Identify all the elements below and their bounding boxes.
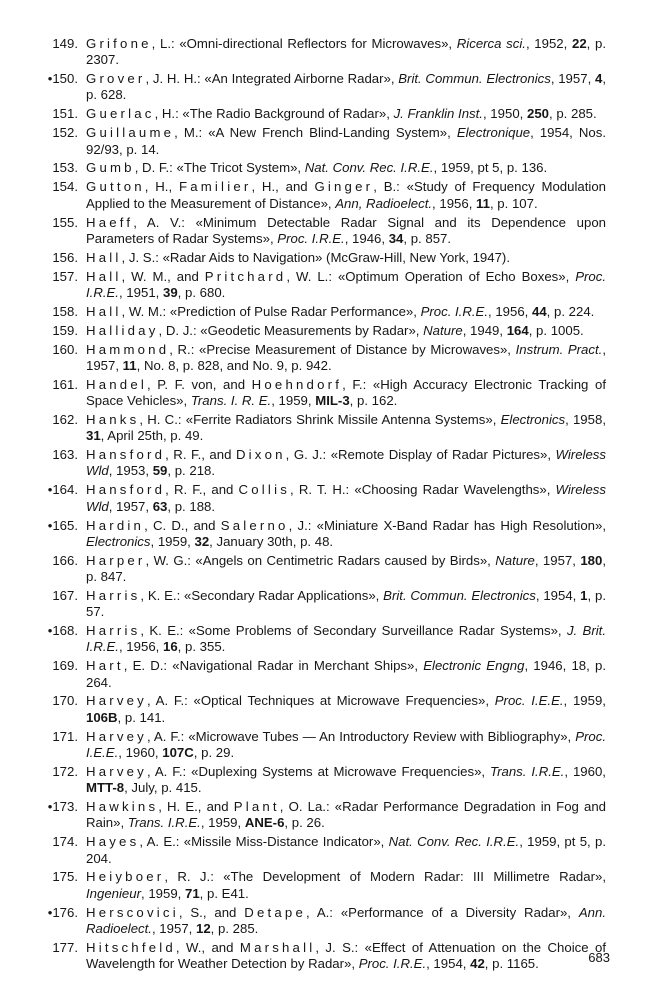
reference-number: •176. xyxy=(47,904,78,920)
volume-number: ANE-6 xyxy=(244,815,285,831)
reference-text xyxy=(86,179,606,212)
citation-text: , 1956, xyxy=(488,303,532,319)
reference-entry xyxy=(36,940,606,973)
citation-text: , 1951, xyxy=(118,284,163,300)
author-name: Hall xyxy=(86,249,122,265)
reference-entry xyxy=(36,304,606,320)
author-name: Detape xyxy=(244,904,306,920)
reference-entry xyxy=(36,412,606,445)
citation-text: , p. 680. xyxy=(177,284,226,300)
citation-text: , J. S.: «Radar Aids to Navigation» (McGraw-Hill, New York, 1947). xyxy=(121,249,510,265)
author-name: Hart xyxy=(86,658,124,674)
reference-text xyxy=(86,215,606,248)
journal-title: Proc. I.R.E. xyxy=(277,230,345,246)
volume-number: 31 xyxy=(86,428,101,444)
reference-text xyxy=(86,553,606,586)
author-name: Halliday xyxy=(86,322,159,338)
reference-text xyxy=(86,799,606,832)
author-name: Familier xyxy=(178,179,252,195)
citation-text: , July, p. 415. xyxy=(124,780,202,796)
citation-text: , p. 29. xyxy=(193,744,235,760)
citation-text: , H. C.: «Ferrite Radiators Shrink Missile Antenna Systems», xyxy=(139,411,501,427)
reference-text xyxy=(86,764,606,797)
reference-text xyxy=(86,693,606,726)
reference-text xyxy=(86,125,606,158)
reference-entry xyxy=(36,323,606,339)
journal-title: Trans. I.R.E. xyxy=(490,763,565,779)
citation-text: , No. 8, p. 828, and No. 9, p. 942. xyxy=(136,357,332,373)
reference-number: 166. xyxy=(52,552,78,568)
author-name: Hall xyxy=(86,268,122,284)
author-name: Pritchard xyxy=(204,268,287,284)
citation-text: , W., and xyxy=(175,939,240,955)
reference-entry xyxy=(36,799,606,832)
volume-number: 22 xyxy=(571,36,587,51)
author-name: Guerlac xyxy=(86,106,155,122)
citation-text: , p. 107. xyxy=(489,195,538,211)
volume-number: 107C xyxy=(162,744,194,760)
citation-text: , W. L.: «Optimum Operation of Echo Boxes», xyxy=(286,268,576,284)
author-name: Harris xyxy=(86,587,141,603)
reference-entry xyxy=(36,729,606,762)
journal-title: Nat. Conv. Rec. I.R.E. xyxy=(388,834,520,850)
citation-text: , p. 2307. xyxy=(86,36,606,68)
citation-text: , 1960, xyxy=(564,763,606,779)
reference-text xyxy=(86,342,606,375)
reference-number: •164. xyxy=(47,482,78,498)
citation-text: , p. 285. xyxy=(210,920,259,936)
reference-number: 175. xyxy=(52,869,78,885)
author-name: Hammond xyxy=(86,341,170,357)
citation-text: , R. F., and xyxy=(165,482,239,498)
journal-title: Electronics xyxy=(86,533,151,549)
reference-number: 152. xyxy=(52,125,78,141)
reference-entry xyxy=(36,518,606,551)
citation-text: , H., xyxy=(144,179,179,195)
journal-title: Proc. I.R.E. xyxy=(86,268,606,300)
citation-text: , D. F.: «The Tricot System», xyxy=(134,160,305,176)
reference-entry xyxy=(36,342,606,375)
author-name: Hardin xyxy=(86,517,145,533)
citation-text: , 1956, xyxy=(118,639,163,655)
journal-title: Nat. Conv. Rec. I.R.E. xyxy=(304,160,434,176)
reference-text xyxy=(86,518,606,551)
reference-text xyxy=(86,71,606,104)
citation-text: , 1954, Nos. 92/93, p. 14. xyxy=(86,125,606,157)
citation-text: , p. 285. xyxy=(549,106,597,122)
reference-number: 154. xyxy=(52,179,78,195)
citation-text: , 1954, xyxy=(535,587,581,603)
citation-text: , L.: «Omni-directional Reflectors for Microwaves», xyxy=(151,36,457,51)
author-name: Hall xyxy=(86,303,122,319)
journal-title: J. Franklin Inst. xyxy=(393,106,483,122)
reference-entry xyxy=(36,869,606,902)
reference-text xyxy=(86,250,606,266)
volume-number: 164 xyxy=(506,322,529,338)
reference-number: 151. xyxy=(52,106,78,122)
citation-text: , p. 224. xyxy=(546,303,595,319)
journal-title: Nature xyxy=(423,322,463,338)
citation-text: , H. E., and xyxy=(158,799,234,815)
citation-text: , 1957, xyxy=(151,920,196,936)
reference-text xyxy=(86,160,606,176)
volume-number: 106B xyxy=(86,709,118,725)
reference-number: 162. xyxy=(52,411,78,427)
journal-title: Trans. I. R. E. xyxy=(190,393,272,409)
journal-title: Brit. Commun. Electronics xyxy=(398,71,551,87)
citation-text: , S., and xyxy=(178,904,245,920)
author-name: Hitschfeld xyxy=(86,939,176,955)
reference-entry xyxy=(36,160,606,176)
journal-title: Proc. I.E.E. xyxy=(494,693,564,709)
volume-number: 16 xyxy=(162,639,178,655)
reference-number: •168. xyxy=(47,623,78,639)
citation-text: , A. F.: «Optical Techniques at Microwave Frequencies», xyxy=(146,693,495,709)
reference-entry xyxy=(36,658,606,691)
reference-entry xyxy=(36,834,606,867)
volume-number: 250 xyxy=(526,106,549,122)
reference-number: 155. xyxy=(52,214,78,230)
citation-text: , J. H. H.: «An Integrated Airborne Radar», xyxy=(145,71,399,87)
reference-number: 169. xyxy=(52,658,78,674)
citation-text: , p. 847. xyxy=(86,552,606,584)
author-name: Harper xyxy=(86,552,146,568)
citation-text: , 1959, xyxy=(150,533,195,549)
citation-text: , p. 162. xyxy=(349,393,398,409)
citation-text: , W. M.: «Prediction of Pulse Radar Performance», xyxy=(121,303,421,319)
author-name: Heiyboer xyxy=(86,869,165,885)
reference-text xyxy=(86,940,606,973)
reference-text xyxy=(86,729,606,762)
citation-text: , 1959, xyxy=(200,815,245,831)
citation-text: , p. 141. xyxy=(117,709,166,725)
reference-text xyxy=(86,377,606,410)
reference-text xyxy=(86,834,606,867)
reference-text xyxy=(86,269,606,302)
citation-text: , p. 355. xyxy=(177,639,226,655)
citation-text: , 1959, xyxy=(271,393,316,409)
reference-number: 170. xyxy=(52,693,78,709)
citation-text: , R. F., and xyxy=(165,447,236,463)
reference-number: 174. xyxy=(52,834,78,850)
journal-title: Electronic Engng xyxy=(423,658,525,674)
citation-text: , H., and xyxy=(251,179,315,195)
citation-text: , J. S.: «Effect of Attenuation on the Choice of Wavelength for Weather Detection by Radar», xyxy=(86,939,606,972)
reference-text xyxy=(86,304,606,320)
citation-text: , p. 1005. xyxy=(528,322,584,338)
reference-number: 149. xyxy=(52,36,78,51)
journal-title: Proc. I.R.E. xyxy=(420,303,488,319)
volume-number: 32 xyxy=(194,533,210,549)
journal-title: Proc. I.E.E. xyxy=(86,728,606,760)
citation-text: , B.: «Study of Frequency Modulation Applied to the Measurement of Distance», xyxy=(86,179,606,211)
reference-number: 159. xyxy=(52,322,78,338)
journal-title: Electronique xyxy=(456,125,531,141)
page-number: 683 xyxy=(588,950,610,965)
citation-text: , p. 1165. xyxy=(484,956,539,972)
citation-text: , p. 57. xyxy=(86,587,606,620)
reference-text xyxy=(86,658,606,691)
reference-entry xyxy=(36,71,606,104)
volume-number: 1 xyxy=(580,587,588,603)
reference-text xyxy=(86,905,606,938)
volume-number: 42 xyxy=(470,956,485,972)
reference-entry xyxy=(36,269,606,302)
citation-text: , 1959, pt 5, p. 204. xyxy=(86,834,606,866)
reference-entry xyxy=(36,693,606,726)
reference-entry xyxy=(36,179,606,212)
journal-title: J. Brit. I.R.E. xyxy=(86,623,606,655)
citation-text: , p. E41. xyxy=(199,885,249,901)
reference-entry xyxy=(36,447,606,480)
citation-text: , 1946, 18, p. 264. xyxy=(86,658,606,690)
citation-text: , M.: «A New French Blind-Landing System», xyxy=(174,125,457,141)
author-name: Collis xyxy=(238,482,290,498)
citation-text: , 1946, xyxy=(344,230,389,246)
author-name: Grifone xyxy=(86,36,152,51)
reference-entry xyxy=(36,215,606,248)
author-name: Hansford xyxy=(86,482,166,498)
reference-number: •165. xyxy=(47,517,78,533)
reference-number: 158. xyxy=(52,303,78,319)
citation-text: , W. G.: «Angels on Centimetric Radars caused by Birds», xyxy=(145,552,496,568)
citation-text: , p. 857. xyxy=(403,230,452,246)
journal-title: Trans. I.R.E. xyxy=(127,815,201,831)
reference-text xyxy=(86,412,606,445)
reference-entry xyxy=(36,623,606,656)
volume-number: 39 xyxy=(162,284,178,300)
citation-text: , A. V.: «Minimum Detectable Radar Signal and its Dependence upon Parameters of Radar Systems», xyxy=(86,214,606,246)
citation-text: , 1959, xyxy=(563,693,606,709)
citation-text: , R. J.: «The Development of Modern Radar: III Millimetre Radar», xyxy=(164,869,606,885)
reference-text xyxy=(86,36,606,69)
journal-title: Nature xyxy=(495,552,535,568)
author-name: Herscovici xyxy=(86,904,179,920)
citation-text: , p. 218. xyxy=(167,463,216,479)
reference-entry xyxy=(36,36,606,69)
volume-number: 34 xyxy=(388,230,404,246)
volume-number: 180 xyxy=(580,552,603,568)
author-name: Guillaume xyxy=(86,125,175,141)
reference-text xyxy=(86,482,606,515)
reference-number: 167. xyxy=(52,587,78,603)
author-name: Handel xyxy=(86,376,147,392)
citation-text: , 1960, xyxy=(118,744,163,760)
volume-number: 12 xyxy=(195,920,211,936)
citation-text: , 1949, xyxy=(462,322,507,338)
reference-number: 163. xyxy=(52,447,78,463)
citation-text: , p. 26. xyxy=(284,815,325,831)
citation-text: , H.: «The Radio Background of Radar», xyxy=(154,106,394,122)
author-name: Harvey xyxy=(86,728,147,744)
citation-text: , 1958, xyxy=(565,411,606,427)
reference-number: 172. xyxy=(52,763,78,779)
author-name: Ginger xyxy=(314,179,374,195)
citation-text: , April 25th, p. 49. xyxy=(100,428,204,444)
citation-text: , W. M., and xyxy=(121,268,205,284)
journal-title: Brit. Commun. Electronics xyxy=(383,587,536,603)
citation-text: , J.: «Miniature X-Band Radar has High Resolution», xyxy=(288,517,606,533)
citation-text: , R.: «Precise Measurement of Distance by Microwaves», xyxy=(169,341,516,357)
reference-number: 171. xyxy=(52,728,78,744)
citation-text: , 1957, xyxy=(86,341,606,373)
citation-text: , F.: «High Accuracy Electronic Tracking of Space Vehicles», xyxy=(86,376,607,409)
author-name: Hawkins xyxy=(86,799,159,815)
citation-text: , G. J.: «Remote Display of Radar Pictures», xyxy=(285,447,556,463)
citation-text: , P. F. von, and xyxy=(147,376,252,392)
citation-text: , 1959, xyxy=(141,885,185,901)
reference-entry xyxy=(36,250,606,266)
volume-number: 71 xyxy=(185,885,200,901)
reference-number: 177. xyxy=(52,939,78,955)
citation-text: , K. E.: «Secondary Radar Applications», xyxy=(140,587,384,603)
citation-text: , D. J.: «Geodetic Measurements by Radar», xyxy=(158,322,424,338)
citation-text: , p. 628. xyxy=(86,71,606,103)
citation-text: , p. 188. xyxy=(167,498,216,514)
reference-number: 160. xyxy=(52,341,78,357)
reference-list xyxy=(36,36,606,975)
author-name: Dixon xyxy=(235,447,286,463)
citation-text: , A. F.: «Duplexing Systems at Microwave Frequencies», xyxy=(146,763,491,779)
citation-text: , 1954, xyxy=(426,956,471,972)
citation-text: , 1957, xyxy=(550,71,595,87)
reference-entry xyxy=(36,482,606,515)
citation-text: , R. T. H.: «Choosing Radar Wavelengths», xyxy=(290,482,556,498)
reference-text xyxy=(86,623,606,656)
reference-number: 153. xyxy=(52,160,78,176)
author-name: Gumb xyxy=(86,160,135,176)
volume-number: 44 xyxy=(532,303,547,319)
citation-text: , C. D., and xyxy=(144,517,221,533)
citation-text: , E. D.: «Navigational Radar in Merchant Ships», xyxy=(123,658,424,674)
journal-title: Wireless Wld xyxy=(86,447,606,479)
citation-text: , A.: «Performance of a Diversity Radar», xyxy=(306,904,579,920)
reference-entry xyxy=(36,106,606,122)
reference-text xyxy=(86,447,606,480)
journal-title: Wireless Wld xyxy=(86,482,606,514)
citation-text: , 1950, xyxy=(482,106,527,122)
reference-entry xyxy=(36,125,606,158)
citation-text: , 1952, xyxy=(525,36,572,51)
author-name: Haeff xyxy=(86,214,134,230)
author-name: Plant xyxy=(233,799,280,815)
reference-entry xyxy=(36,764,606,797)
reference-text xyxy=(86,869,606,902)
reference-number: •173. xyxy=(47,799,78,815)
author-name: Marshall xyxy=(239,939,316,955)
citation-text: , K. E.: «Some Problems of Secondary Surveillance Radar Systems», xyxy=(140,623,567,639)
author-name: Gutton xyxy=(86,179,145,195)
author-name: Hoehndorf xyxy=(251,376,343,392)
journal-title: Ann, Radioelect. xyxy=(335,195,433,211)
journal-title: Ricerca sci. xyxy=(456,36,526,51)
author-name: Grover xyxy=(86,71,146,87)
citation-text: , January 30th, p. 48. xyxy=(209,533,334,549)
reference-entry xyxy=(36,905,606,938)
author-name: Hansford xyxy=(86,447,166,463)
reference-number: •150. xyxy=(47,71,78,87)
author-name: Hanks xyxy=(86,411,140,427)
author-name: Harvey xyxy=(86,763,147,779)
citation-text: , 1959, pt 5, p. 136. xyxy=(433,160,548,176)
author-name: Hayes xyxy=(86,834,140,850)
citation-text: , A. F.: «Microwave Tubes — An Introductory Review with Bibliography», xyxy=(146,728,576,744)
reference-entry xyxy=(36,553,606,586)
journal-title: Ingenieur xyxy=(86,885,141,901)
journal-title: Proc. I.R.E. xyxy=(358,956,427,972)
reference-number: 156. xyxy=(52,249,78,265)
journal-title: Instrum. Pract. xyxy=(515,341,603,357)
volume-number: 4 xyxy=(594,71,603,87)
citation-text: , 1957, xyxy=(108,498,153,514)
journal-title: Electronics xyxy=(500,411,566,427)
citation-text: , 1956, xyxy=(432,195,477,211)
citation-text: , O. La.: «Radar Performance Degradation in Fog and Rain», xyxy=(86,799,606,831)
author-name: Harvey xyxy=(86,693,147,709)
volume-number: MTT-8 xyxy=(86,780,125,796)
volume-number: 63 xyxy=(152,498,168,514)
reference-number: 161. xyxy=(52,376,78,392)
citation-text: , A. E.: «Missile Miss-Distance Indicator», xyxy=(139,834,389,850)
citation-text: , 1953, xyxy=(108,463,153,479)
reference-entry xyxy=(36,377,606,410)
reference-text xyxy=(86,588,606,621)
reference-text xyxy=(86,106,606,122)
reference-number: 157. xyxy=(52,268,78,284)
volume-number: 11 xyxy=(122,357,137,373)
author-name: Salerno xyxy=(220,517,289,533)
reference-entry xyxy=(36,588,606,621)
volume-number: 11 xyxy=(476,195,490,211)
volume-number: MIL-3 xyxy=(315,393,350,409)
reference-text xyxy=(86,323,606,339)
author-name: Harris xyxy=(86,623,141,639)
volume-number: 59 xyxy=(152,463,168,479)
citation-text: , 1957, xyxy=(534,552,581,568)
journal-title: Ann. Radioelect. xyxy=(86,904,606,936)
